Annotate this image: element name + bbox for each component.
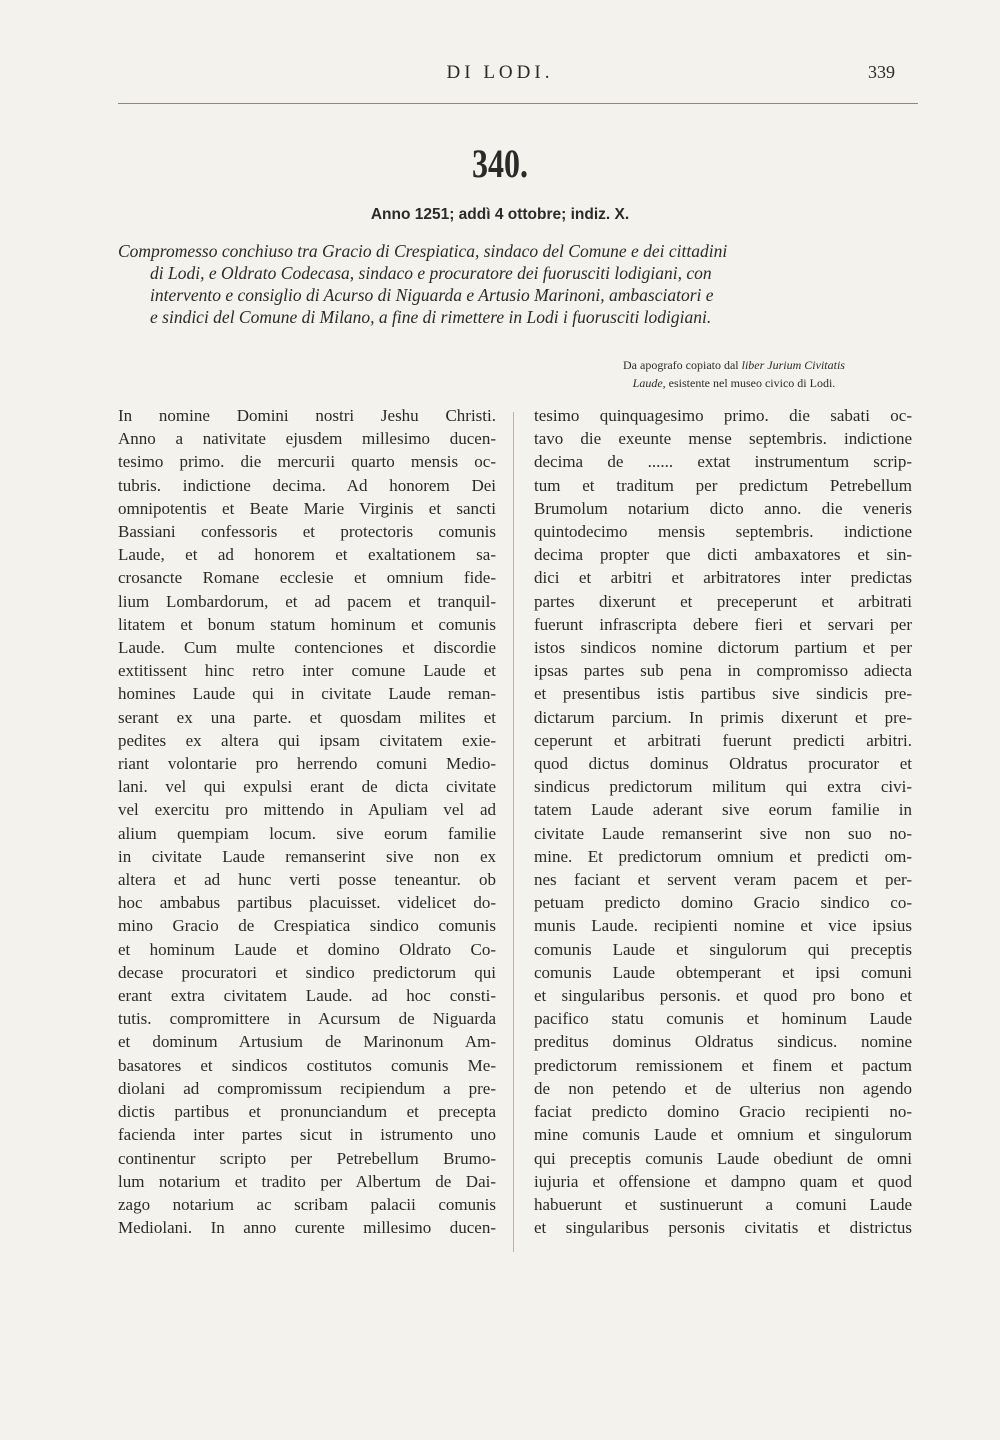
running-title: DI LODI. — [446, 62, 554, 83]
text-line: omnipotentis et Beate Marie Virginis et sancti — [118, 498, 496, 518]
text-line: et dominum Artusium de Marinonum Am- — [118, 1032, 496, 1052]
abstract-line: intervento e consiglio di Acurso di Niguarda e Artusio Marinoni, ambasciatori e — [150, 285, 714, 305]
text-line: munis Laude. recipienti nomine et vice ipsius — [534, 916, 912, 936]
header-rule — [118, 103, 918, 104]
text-line: lani. vel qui expulsi erant de dicta civitate — [118, 777, 496, 797]
text-line: Mediolani. In anno curente millesimo ducen- — [118, 1218, 496, 1238]
text-line: pacifico statu comunis et hominum Laude — [534, 1009, 912, 1029]
text-line: tesimo quinquagesimo primo. die sabati oc- — [534, 406, 912, 425]
text-line: sindicus predictorum militum qui extra civi- — [534, 777, 912, 797]
text-line: mine. Et predictorum omnium et predicti om- — [534, 846, 912, 866]
right-text-column — [534, 404, 912, 1239]
text-line: altera et ad hunc verti posse teneantur. ob — [118, 870, 496, 890]
text-line: dici et arbitri et arbitratores inter predictas — [534, 568, 912, 588]
text-line: iujuria et offensione et dampno quam et quod — [534, 1171, 912, 1191]
text-line: tum et traditum per predictum Petrebellum — [534, 475, 912, 495]
text-line: In nomine Domini nostri Jeshu Christi. — [118, 406, 496, 425]
source-note-text: , esistente nel museo civico di Lodi. — [662, 376, 836, 390]
text-line: in civitate Laude remanserint sive non ex — [118, 846, 496, 866]
text-line: erant extra civitatem Laude. ad hoc consti- — [118, 986, 496, 1006]
text-line: et singularibus personis civitatis et districtus — [534, 1218, 912, 1238]
text-line: decima de ...... extat instrumentum scrip- — [534, 452, 912, 472]
text-line: et presentibus istis partibus sive sindicis pre- — [534, 684, 912, 704]
text-line: pedites ex altera qui ipsam civitatem exie- — [118, 730, 496, 750]
document-number: 340. — [472, 141, 528, 186]
text-line: tavo die exeunte mense septembris. indictione — [534, 429, 912, 449]
text-line: et hominum Laude et domino Oldrato Co- — [118, 939, 496, 959]
text-line: decase procuratori et sindico predictorum qui — [118, 962, 496, 982]
running-head — [0, 60, 1000, 90]
text-line: dictis partibus et pronunciandum et precepta — [118, 1102, 496, 1122]
text-line: qui preceptis comunis Laude obediunt de omni — [534, 1148, 912, 1168]
text-line: extitissent hinc retro inter comune Laude et — [118, 661, 496, 681]
text-line: riant volontarie pro herrendo comuni Medio- — [118, 754, 496, 774]
text-line: basatores et sindicos costitutos comunis Me- — [118, 1055, 496, 1075]
text-line: nes faciant et servent veram pacem et per- — [534, 870, 912, 890]
text-line: mino Gracio de Crespiatica sindico comunis — [118, 916, 496, 936]
text-line: et singularibus personis. et quod pro bono et — [534, 986, 912, 1006]
source-note-italic: Laude — [632, 376, 663, 390]
text-line: vel exercitu pro mittendo in Apuliam vel ad — [118, 800, 496, 820]
text-line: serant ex una parte. et quosdam milites et — [118, 707, 496, 727]
text-line: ceperunt et arbitrati fuerunt predicti arbitri. — [534, 730, 912, 750]
left-text-column — [118, 404, 496, 1239]
text-line: crosancte Romane ecclesie et omnium fide- — [118, 568, 496, 588]
source-note — [556, 356, 912, 392]
text-line: habuerunt et sustinuerunt a comuni Laude — [534, 1194, 912, 1214]
text-line: partes dixerunt et preceperunt et arbitrati — [534, 591, 912, 611]
text-line: diolani ad compromissum recipiendum a pre- — [118, 1078, 496, 1098]
source-note-text: Da apografo copiato dal — [623, 358, 739, 372]
date-line: Anno 1251; addì 4 ottobre; indiz. X. — [370, 206, 630, 223]
text-line: tesimo primo. die mercurii quarto mensis oc- — [118, 452, 496, 472]
text-line: decima propter que dicti ambaxatores et sin- — [534, 545, 912, 565]
text-line: comunis Laude et singulorum qui preceptis — [534, 939, 912, 959]
text-line: civitate Laude remanserint sive non suo no- — [534, 823, 912, 843]
text-line: Bassiani confessoris et protectoris comunis — [118, 522, 496, 542]
source-note-line — [556, 374, 912, 392]
abstract-line: Compromesso conchiuso tra Gracio di Crespiatica, sindaco del Comune e dei cittadini — [118, 241, 728, 261]
text-line: Laude, et ad honorem et exaltationem sa- — [118, 545, 496, 565]
text-line: tatem Laude aderant sive eorum familie in — [534, 800, 912, 820]
source-note-line — [556, 356, 912, 374]
text-line: Laude. Cum multe contenciones et discordie — [118, 638, 496, 658]
abstract-line: e sindici del Comune di Milano, a fine di rimettere in Lodi i fuorusciti lodigiani. — [150, 307, 712, 327]
abstract-line: di Lodi, e Oldrato Codecasa, sindaco e procuratore dei fuorusciti lodigiani, con — [150, 263, 712, 283]
page-number: 339 — [868, 62, 895, 82]
text-line: lium Lombardorum, et ad pacem et tranquil- — [118, 591, 496, 611]
text-line: predictorum remissionem et finem et pactum — [534, 1055, 912, 1075]
text-line: lum notarium et tradito per Albertum de Dai- — [118, 1171, 496, 1191]
text-line: homines Laude qui in civitate Laude reman- — [118, 684, 496, 704]
column-divider — [513, 412, 514, 1252]
source-note-italic: liber Jurium Civitatis — [741, 358, 845, 372]
text-line: fuerunt infrascripta debere fieri et servari per — [534, 614, 912, 634]
text-line: Brumolum notarium dicto anno. die veneris — [534, 498, 912, 518]
text-line: petuam predicto domino Gracio sindico co- — [534, 893, 912, 913]
text-line: alium quempiam locum. sive eorum familie — [118, 823, 496, 843]
text-line: Anno a nativitate ejusdem millesimo ducen- — [118, 429, 496, 449]
text-line: tubris. indictione decima. Ad honorem Dei — [118, 475, 496, 495]
text-line: continentur scripto per Petrebellum Brumo- — [118, 1148, 496, 1168]
text-line: tutis. compromittere in Acursum de Niguarda — [118, 1009, 496, 1029]
text-line: comunis Laude obtemperant et ipsi comuni — [534, 962, 912, 982]
text-line: mine comunis Laude et omnium et singulorum — [534, 1125, 912, 1145]
text-line: litatem et bonum statum hominum et comunis — [118, 614, 496, 634]
text-line: facienda inter partes sicut in istrumento uno — [118, 1125, 496, 1145]
text-line: preditus dominus Oldratus sindicus. nomine — [534, 1032, 912, 1052]
text-line: de non petendo et de ulterius non agendo — [534, 1078, 912, 1098]
text-line: faciat predicto domino Gracio recipienti no- — [534, 1102, 912, 1122]
text-line: hoc ambabus partibus placuisset. videlicet do- — [118, 893, 496, 913]
text-line: zago notarium ac scribam palacii comunis — [118, 1194, 496, 1214]
text-line: dictarum parcium. In primis dixerunt et pre- — [534, 707, 912, 727]
document-abstract — [118, 240, 908, 328]
text-line: ipsas partes sub pena in compromisso adiecta — [534, 661, 912, 681]
text-line: quintodecimo mensis septembris. indictione — [534, 522, 912, 542]
text-line: quod dictus dominus Oldratus procurator et — [534, 754, 912, 774]
text-line: istos sindicos nomine dictorum partium et per — [534, 638, 912, 658]
